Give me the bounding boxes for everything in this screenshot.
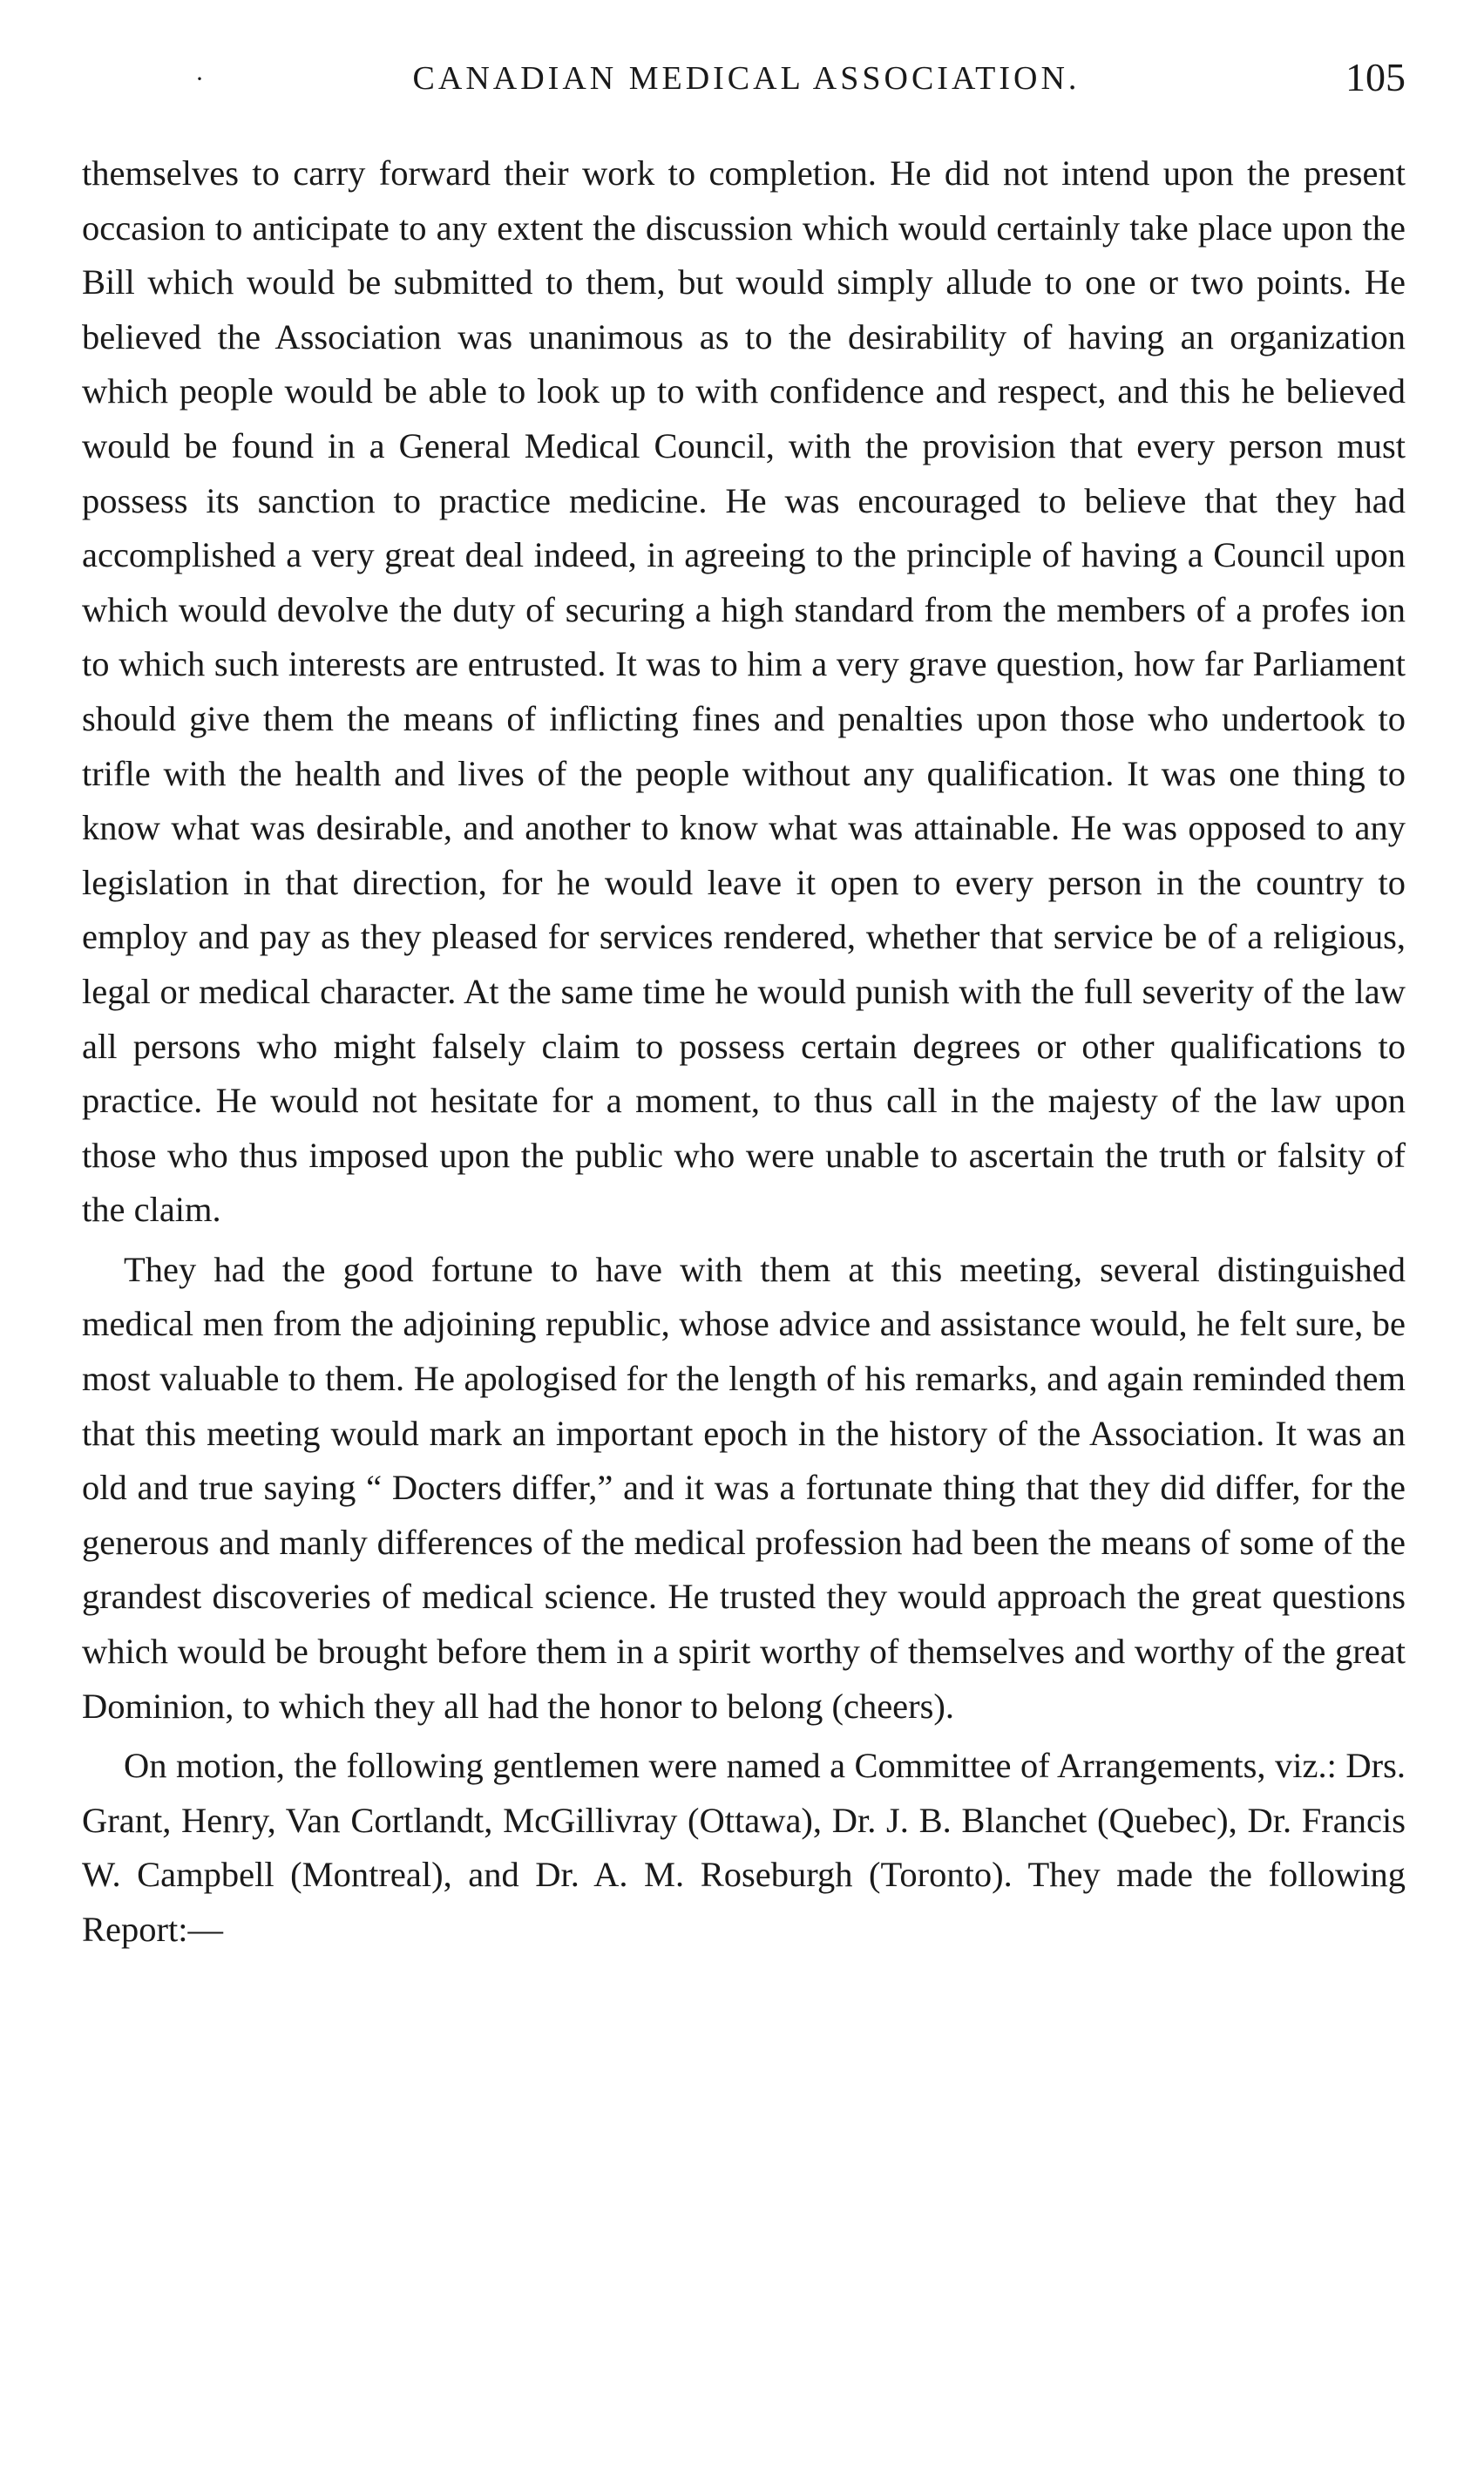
paragraph: They had the good fortune to have with them at this meeting, several distinguished medical men from the adjoining republic, whose advice and assistance would, he felt sure, be most valuable to them. He apologised for the length of his remarks, and again reminded them that this meeting would mark an important epoch in the history of the Association. It was an old and true saying “ Docters differ,” and it was a fortunate thing that they did differ, for the generous and manly differences of the medical profession had been the means of some of the grandest discoveries of medical science. He trusted they would approach the great questions which would be brought before them in a spirit worthy of themselves and worthy of the great Dominion, to which they all had the honor to belong (cheers). xyxy=(82,1249,1406,1726)
paragraph: themselves to carry forward their work to completion. He did not intend upon the present occasion to anticipate to any extent the discussion which would certainly take place upon the Bill which would be submitted to them, but would simply allude to one or two points. He believed the Association was unanimous as to the desirability of having an organization which people would be able to look up to with confidence and respect, and this he believed would be found in a General Medical Council, with the provision that every person must possess its sanction to practice medicine. He was encouraged to believe that they had accomplished a very great deal indeed, in agreeing to the principle of having a Council upon which would devolve the duty of securing a high standard from the members of a profes ion to which such interests are entrusted. It was to him a very grave question, how far Parliament should give them the means of inflicting fines and penalties upon those who undertook to trifle with the health and lives of the people without any qualification. It was one thing to know what was desirable, and another to know what was attainable. He was opposed to any legislation in that direction, for he would leave it open to every person in the country to employ and pay as they pleased for services rendered, whether that service be of a religious, legal or medical character. At the same time he would punish with the full severity of the law all persons who might falsely claim to possess certain degrees or other qualifications to practice. He would not hesitate for a moment, to thus call in the majesty of the law upon those who thus imposed upon the public who were unable to ascertain the truth or falsity of the claim. xyxy=(82,153,1406,1230)
page-number: 105 xyxy=(1345,55,1406,99)
paragraph: On motion, the following gentlemen were named a Committee of Arrangements, viz.: Drs. Grant, Henry, Van Cortlandt, McGillivray (Ottawa), Dr. J. B. Blanchet (Quebec), Dr. Francis W. Campbell (Montreal), and Dr. A. M. Roseburgh (Toronto). They made the following Report:— xyxy=(82,1746,1406,1949)
running-title: CANADIAN MEDICAL ASSOCIATION. xyxy=(412,60,1081,97)
page-header xyxy=(87,55,1406,120)
header-marker: · xyxy=(195,64,204,93)
body-text xyxy=(82,146,1406,1958)
